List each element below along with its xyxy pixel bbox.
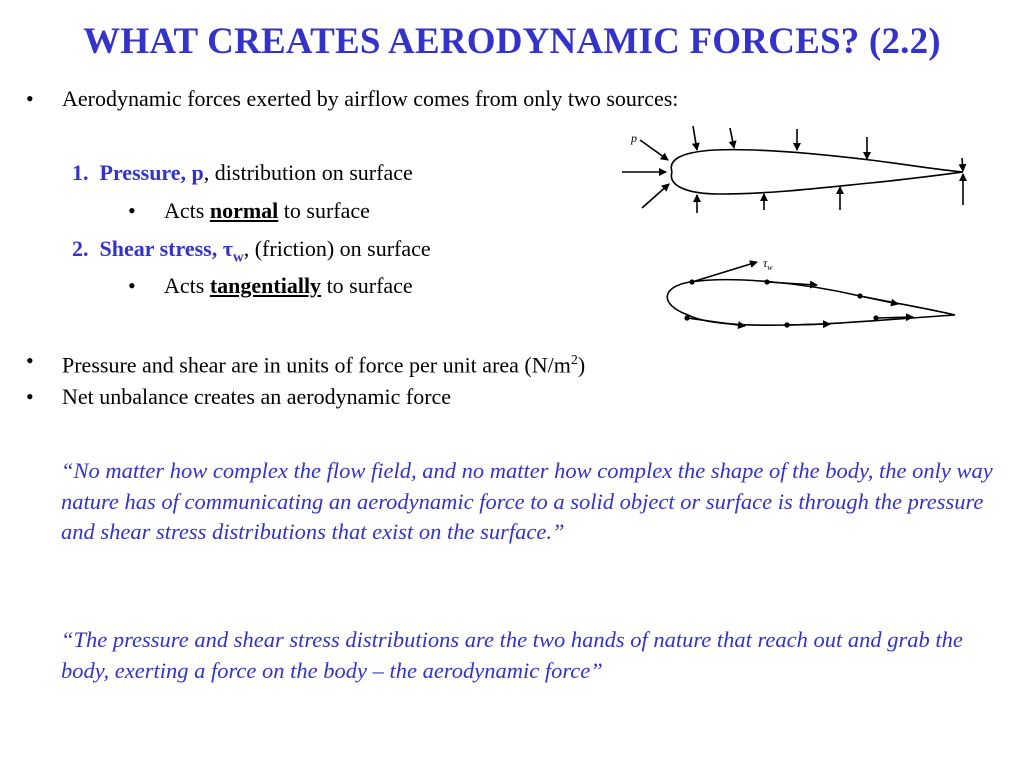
shear-arrow bbox=[860, 296, 898, 304]
shear-label bbox=[763, 256, 773, 272]
shear-arrow bbox=[687, 318, 745, 326]
pressure-arrow bbox=[693, 126, 697, 150]
units-text-main: Pressure and shear are in units of force per unit area (N/m bbox=[62, 352, 571, 378]
sub-item-prefix: Acts bbox=[164, 273, 210, 298]
list-number-2: 2. bbox=[72, 236, 89, 261]
shear-airfoil-diagram bbox=[667, 256, 955, 328]
bullet-glyph: • bbox=[26, 86, 34, 111]
pressure-description: , distribution on surface bbox=[203, 160, 413, 185]
shear-label-tau: τ bbox=[763, 256, 768, 270]
pressure-arrow bbox=[640, 140, 668, 160]
sub-bullet-glyph: • bbox=[128, 198, 136, 223]
shear-surface-points bbox=[684, 279, 878, 327]
pressure-heading: Pressure, p bbox=[99, 160, 204, 185]
airfoil-outline-bottom bbox=[671, 172, 963, 194]
sub-item-suffix: to surface bbox=[321, 273, 413, 298]
sub-item-suffix: to surface bbox=[278, 198, 370, 223]
pressure-arrow bbox=[642, 184, 669, 208]
sub-bullet-glyph: • bbox=[128, 273, 136, 298]
surface-point bbox=[857, 293, 862, 298]
pressure-arrows bbox=[622, 126, 963, 213]
shear-description: , (friction) on surface bbox=[243, 236, 431, 261]
shear-heading: Shear stress, bbox=[99, 236, 223, 261]
pressure-arrow bbox=[730, 128, 734, 148]
bullet-glyph: • bbox=[26, 348, 34, 373]
list-number-1: 1. bbox=[72, 160, 89, 185]
emphasis-tangentially: tangentially bbox=[209, 273, 322, 298]
emphasis-normal: normal bbox=[209, 198, 279, 223]
shear-arrow bbox=[787, 324, 830, 325]
shear-arrows bbox=[687, 262, 913, 326]
airfoil-outline-top bbox=[671, 150, 963, 172]
tau-symbol: τ bbox=[222, 236, 233, 261]
sub-item-prefix: Acts bbox=[164, 198, 210, 223]
surface-point bbox=[684, 315, 689, 320]
quote-2: “The pressure and shear stress distributions are the two hands of nature that reach out and grab the body, exerting a force on the body – the aerodynamic force” bbox=[61, 627, 963, 683]
intro-text: Aerodynamic forces exerted by airflow comes from only two sources: bbox=[62, 86, 679, 111]
tau-subscript: w bbox=[232, 249, 244, 266]
bullet-glyph: • bbox=[26, 384, 34, 409]
surface-point bbox=[689, 279, 694, 284]
surface-point bbox=[764, 279, 769, 284]
net-unbalance-text: Net unbalance creates an aerodynamic force bbox=[62, 384, 452, 409]
surface-point bbox=[873, 315, 878, 320]
quote-1: “No matter how complex the flow field, and no matter how complex the shape of the body, the only way nature has of communicating an aerodynamic force to a solid object or surface is through the pressure and shear stress distributions that exist on the surface.” bbox=[61, 458, 993, 544]
pressure-airfoil-diagram bbox=[622, 126, 963, 213]
units-text-close: ) bbox=[577, 352, 586, 378]
pressure-arrow bbox=[962, 158, 963, 171]
pressure-label: p bbox=[631, 131, 637, 145]
shear-arrow bbox=[876, 317, 913, 318]
surface-point bbox=[784, 322, 789, 327]
units-superscript: 2 bbox=[570, 353, 578, 368]
slide-title: WHAT CREATES AERODYNAMIC FORCES? (2.2) bbox=[83, 21, 941, 62]
shear-label-sub: w bbox=[767, 263, 773, 272]
